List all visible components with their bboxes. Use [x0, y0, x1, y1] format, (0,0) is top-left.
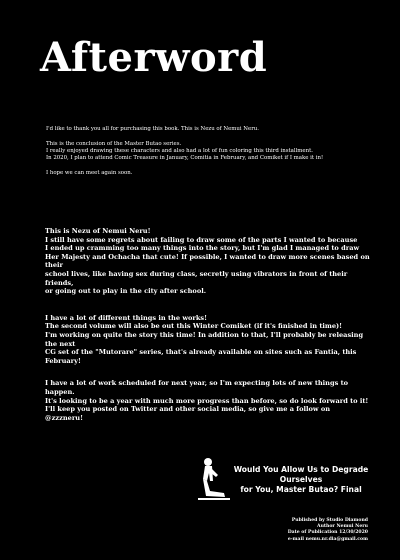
credit-line: e-mail nemu.nr.dia@gmail.com [287, 536, 368, 542]
intro-line: This is the conclusion of the Master Butao series. [46, 141, 182, 147]
body-line: CG set of the "Mutorare" series, that's already available on sites such as Fantia, this February! [45, 348, 357, 365]
body-line: or going out to play in the city after school. [45, 287, 207, 296]
body-line: Her Majesty and Ochacha that cute! If possible, I wanted to draw more scenes based on their [45, 252, 370, 270]
body-line: I still have some regrets about failing to draw some of the parts I wanted to because [45, 235, 358, 244]
body-line: This is Nezu of Nemui Neru! [45, 227, 151, 235]
intro-text [46, 126, 366, 181]
book-title-line: Would You Allow Us to Degrade Ourselves [233, 465, 369, 484]
credit-line: Author Nemui Neru [317, 524, 368, 530]
body-line: It's looking to be a year with much more progress than before, so do look forward to it! [45, 396, 369, 405]
book-title [226, 465, 376, 495]
credit-line: Published by Studio Diamond [291, 518, 368, 523]
intro-line: I'd like to thank you all for purchasing this book. This is Nezu of Nemui Neru. [46, 126, 259, 132]
publication-credits [288, 518, 368, 543]
body-line: I ended up cramming too many things into the story, but I'm glad I managed to draw [45, 244, 360, 253]
body-line: I'll keep you posted on Twitter and other social media, so give me a follow on @zzzneru! [45, 405, 331, 422]
body-line: I have a lot of work scheduled for next year, so I'm expecting lots of new things to happen. [45, 379, 349, 396]
body-line: The second volume will also be out this Winter Comiket (if it's finished in time)! [45, 322, 343, 331]
intro-line: I really enjoyed drawing these characters and also had a lot of fun coloring this third installment. [46, 148, 313, 154]
body-line: I'm working on quite the story this time! In addition to that, I'll probably be releasing the next [45, 330, 364, 348]
book-title-line: for You, Master Butao? Final [240, 485, 362, 494]
body-line: school lives, like having sex during class, secretly using vibrators in front of their friends, [45, 269, 348, 287]
page-title: Afterword [40, 34, 268, 81]
body-line: I have a lot of different things in the works! [45, 313, 208, 322]
intro-line: In 2020, I plan to attend Comic Treasure in January, Comitia in February, and Comiket if I make it in! [46, 155, 324, 161]
intro-line: I hope we can meet again soon. [46, 170, 133, 176]
credit-line: Date of Publication 12/30/2020 [287, 530, 368, 536]
main-text [45, 227, 370, 422]
